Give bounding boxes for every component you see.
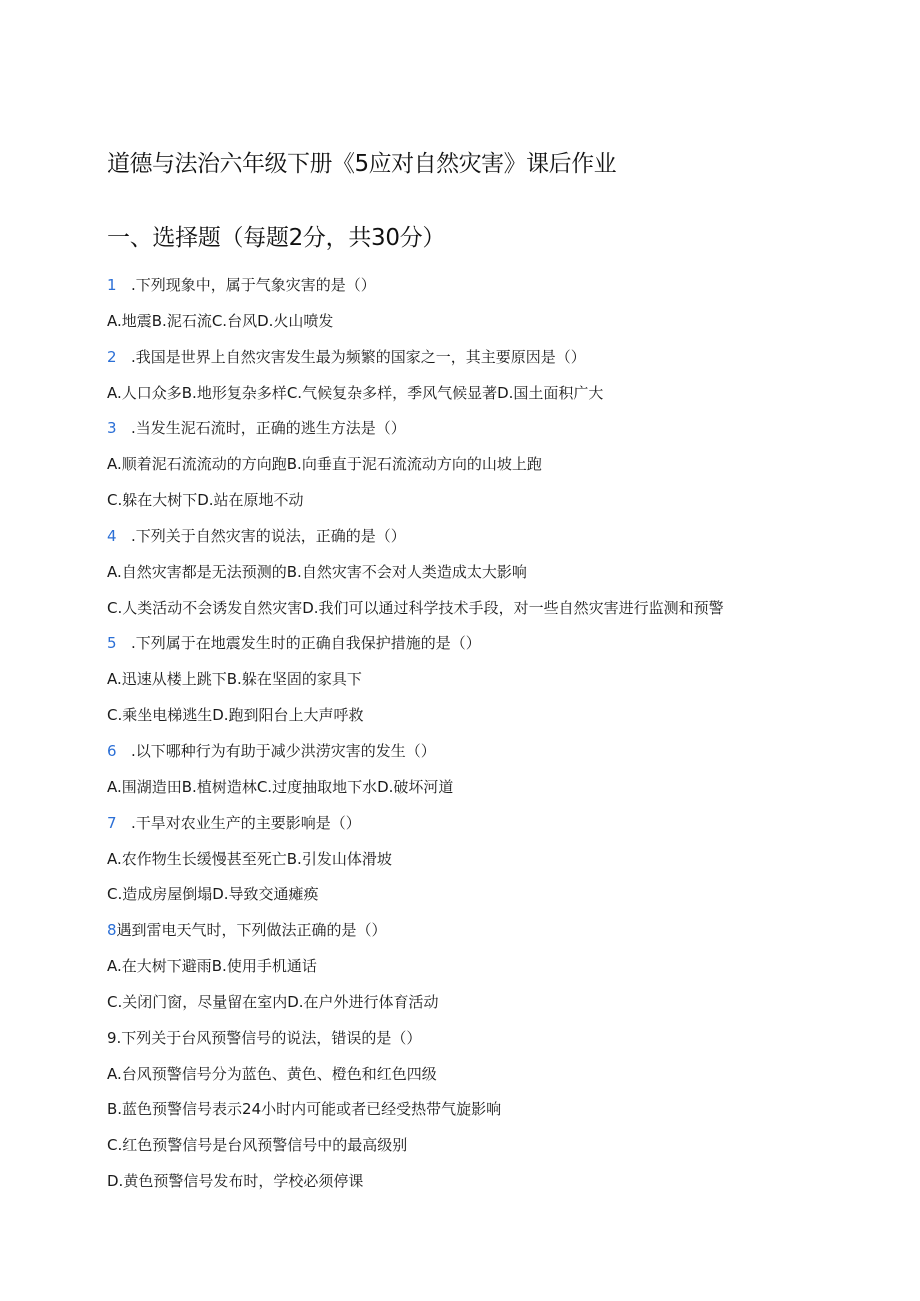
question-1 <box>107 272 907 308</box>
options-line: A.在大树下避雨B.使用手机通话 <box>107 957 317 976</box>
options-line: B.蓝色预警信号表示24小时内可能或者已经受热带气旋影响 <box>107 1100 502 1119</box>
options-line: A.人口众多B.地形复杂多样C.气候复杂多样，季风气候显著D.国土面积广大 <box>107 383 604 402</box>
options-line: C.乘坐电梯逃生D.跑到阳台上大声呼救 <box>107 706 364 725</box>
question-text: 遇到雷电天气时，下列做法正确的是（） <box>116 921 387 940</box>
question-text: .下列属于在地震发生时的正确自我保护措施的是（） <box>131 634 481 653</box>
options-line: C.关闭门窗，尽量留在室内D.在户外进行体育活动 <box>107 992 439 1011</box>
question-number: 1 <box>107 276 117 294</box>
options-line: A.自然灾害都是无法预测的B.自然灾害不会对人类造成太大影响 <box>107 562 527 581</box>
question-number: 7 <box>107 813 117 832</box>
options-line: A.台风预警信号分为蓝色、黄色、橙色和红色四级 <box>107 1064 437 1083</box>
question-number: 5 <box>107 634 117 653</box>
options-line: C.躲在大树下D.站在原地不动 <box>107 491 304 510</box>
question-4 <box>107 523 907 559</box>
question-7 <box>107 810 907 846</box>
question-3 <box>107 415 907 451</box>
document-title: 道德与法治六年级下册《5应对自然灾害》课后作业 <box>107 151 617 177</box>
question-number: 3 <box>107 419 117 438</box>
question-text: .干旱对农业生产的主要影响是（） <box>131 813 361 832</box>
question-text: .以下哪种行为有助于减少洪涝灾害的发生（） <box>131 741 436 760</box>
options-line: A.围湖造田B.植树造林C.过度抽取地下水D.破坏河道 <box>107 777 454 796</box>
question-6 <box>107 738 907 774</box>
question-number: 6 <box>107 741 117 760</box>
question-8 <box>107 917 907 953</box>
question-number: 2 <box>107 347 117 366</box>
question-5 <box>107 630 907 666</box>
question-text: .下列关于自然灾害的说法，正确的是（） <box>131 526 406 545</box>
question-text: .我国是世界上自然灾害发生最为频繁的国家之一，其主要原因是（） <box>131 347 586 366</box>
options-line: D.黄色预警信号发布时，学校必须停课 <box>107 1172 364 1191</box>
question-text: .当发生泥石流时，正确的逃生方法是（） <box>131 419 406 438</box>
section-title: 一、选择题（每题2分，共30分） <box>107 225 446 251</box>
question-number: 4 <box>107 526 117 545</box>
options-line: A.迅速从楼上跳下B.躲在坚固的家具下 <box>107 670 362 689</box>
question-number: 8 <box>107 921 117 940</box>
question-text: .下列现象中，属于气象灾害的是（） <box>131 276 376 294</box>
question-2 <box>107 344 907 380</box>
options-line: C.造成房屋倒塌D.导致交通瘫痪 <box>107 885 319 904</box>
question-list <box>107 272 907 1204</box>
options-line: A.地震B.泥石流C.台风D.火山喷发 <box>107 311 334 330</box>
question-text: 9.下列关于台风预警信号的说法，错误的是（） <box>107 1028 422 1047</box>
options-line: C.人类活动不会诱发自然灾害D.我们可以通过科学技术手段，对一些自然灾害进行监测和预警 <box>107 598 724 617</box>
options-line: A.顺着泥石流流动的方向跑B.向垂直于泥石流流动方向的山坡上跑 <box>107 455 542 474</box>
options-line: A.农作物生长缓慢甚至死亡B.引发山体滑坡 <box>107 849 392 868</box>
question-9 <box>107 1025 907 1061</box>
options-line: C.红色预警信号是台风预警信号中的最高级别 <box>107 1136 408 1155</box>
